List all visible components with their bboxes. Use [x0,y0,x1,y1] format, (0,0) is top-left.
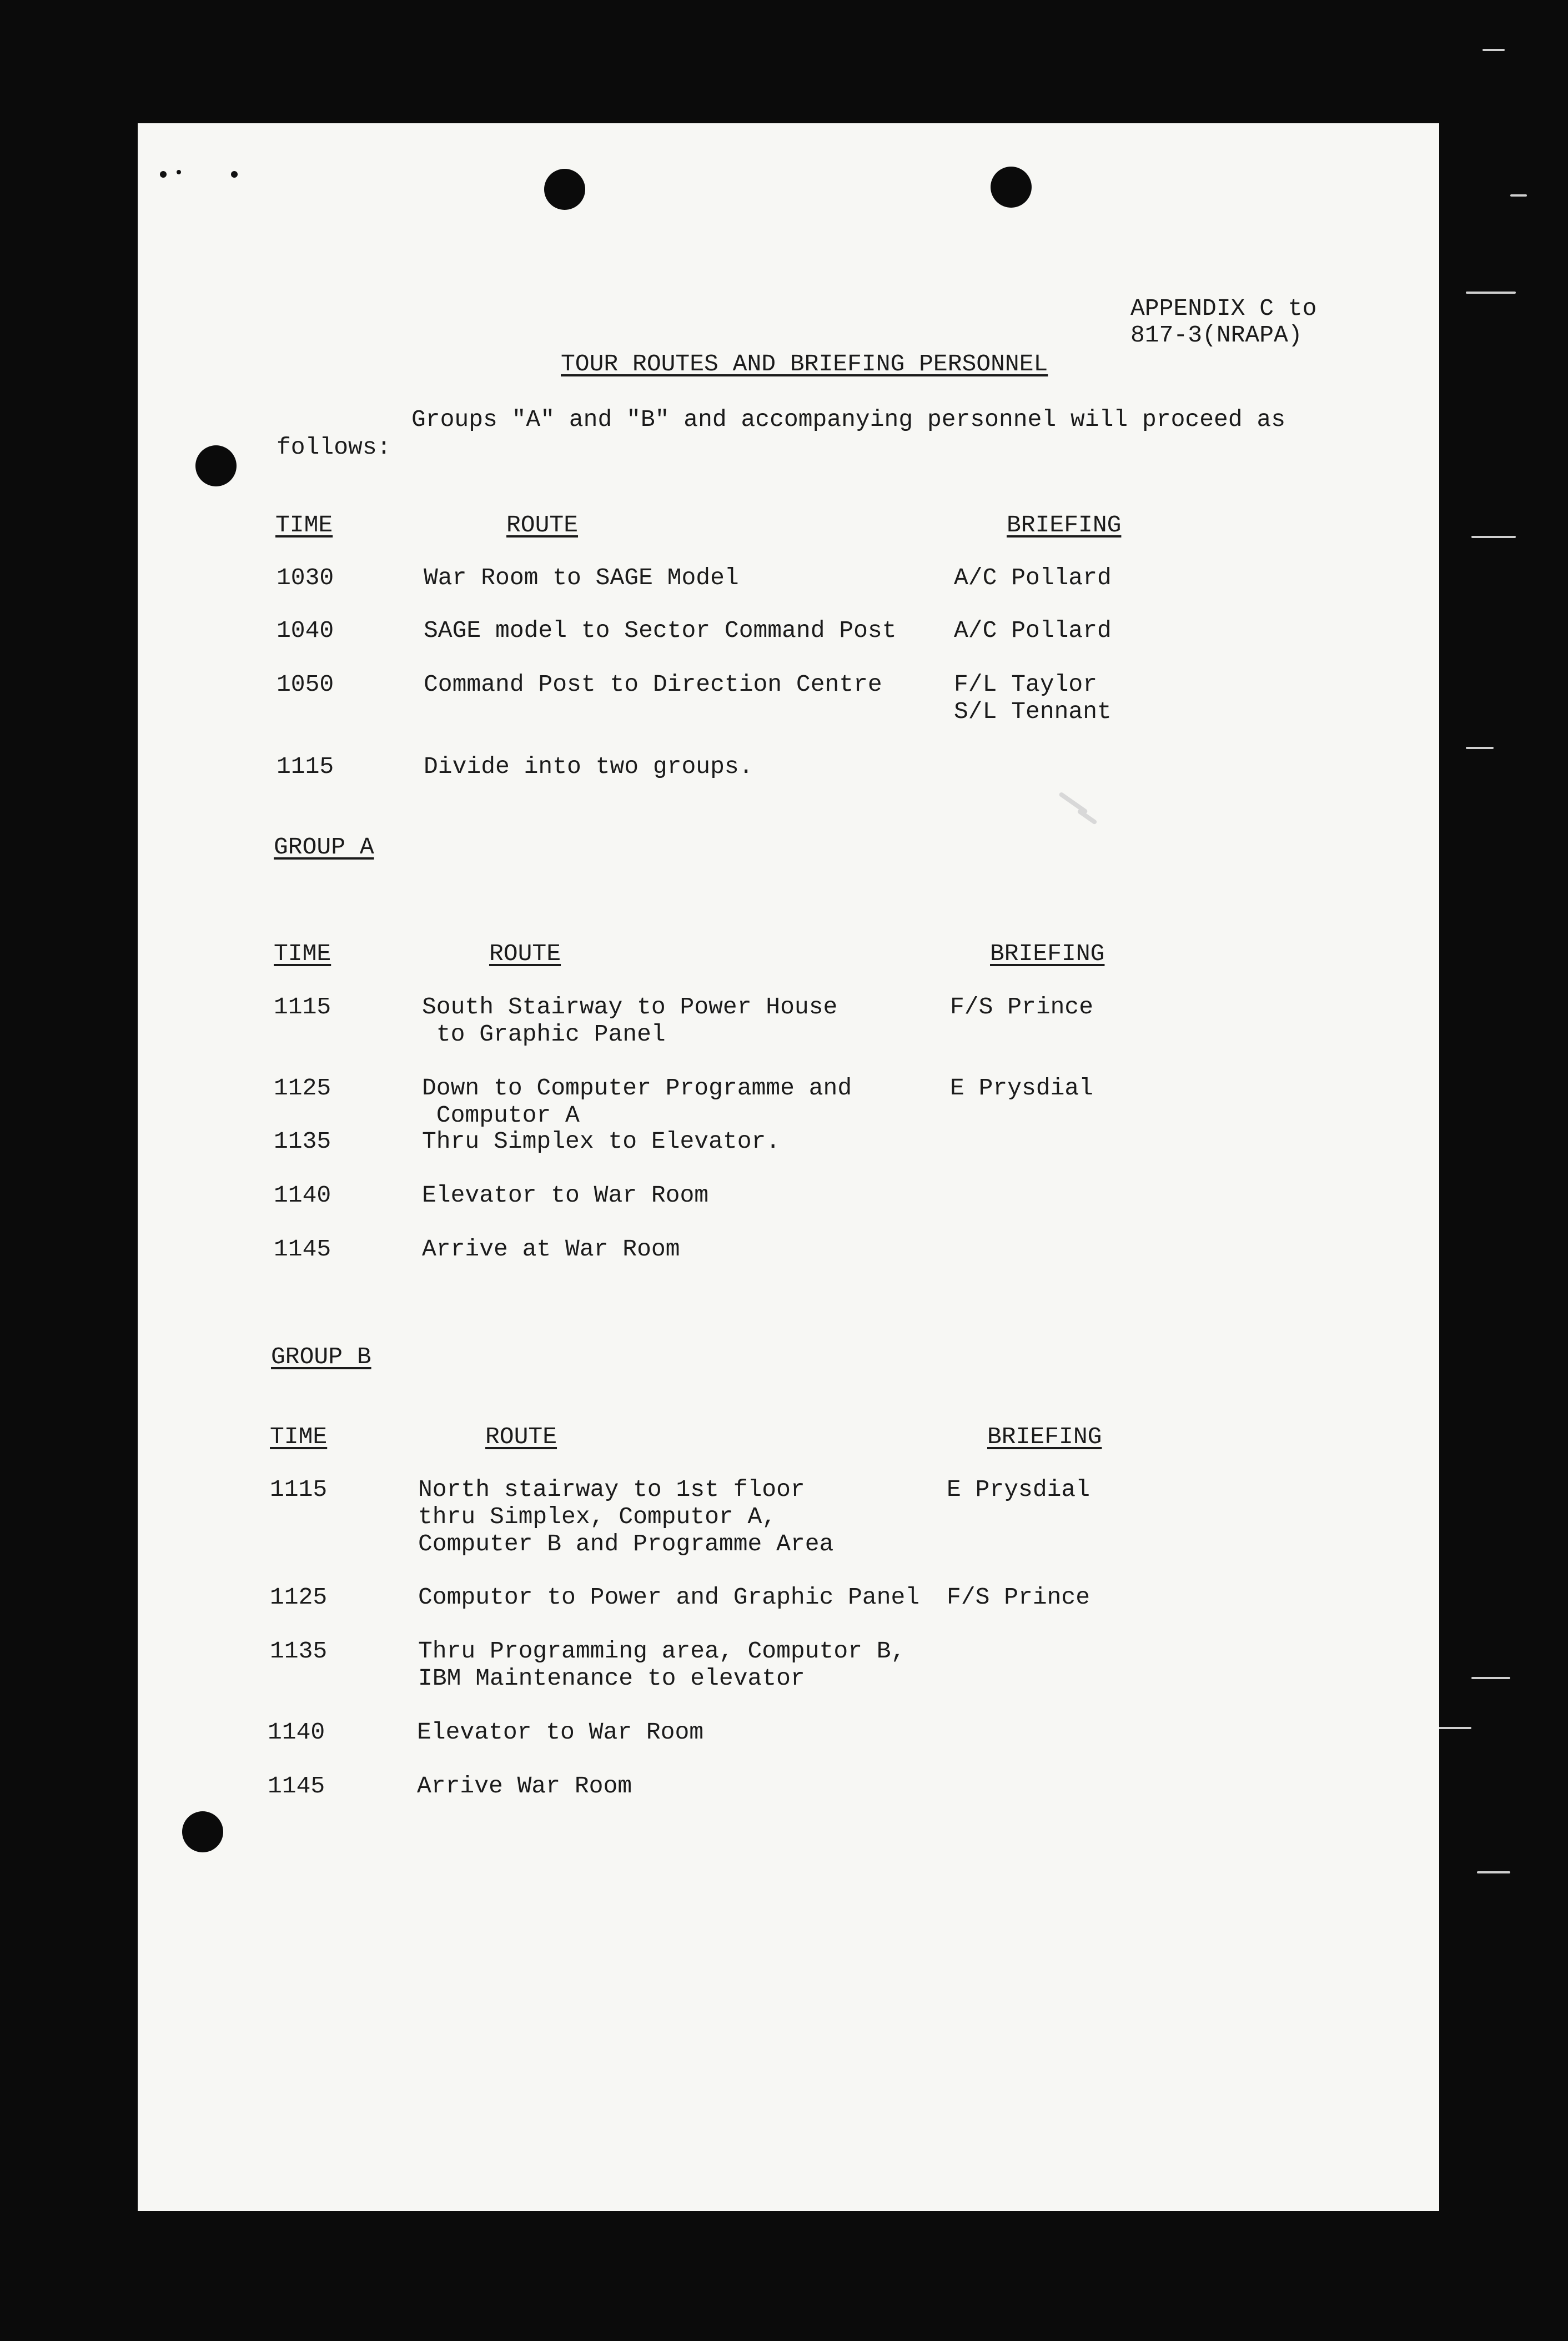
punch-hole [182,1811,223,1852]
group-a-row-time: 1145 [274,1235,331,1263]
group-b-row-route-line2: thru Simplex, Computor A, [418,1503,777,1530]
punch-hole [195,445,237,486]
group-a-row-briefing: E Prysdial [950,1074,1094,1102]
group-a-row-route: Thru Simplex to Elevator. [422,1128,781,1155]
ink-speck [177,170,181,174]
main-row-route: Command Post to Direction Centre [424,671,882,698]
main-row-time: 1030 [277,564,334,591]
group-b-row-route-line3: Computer B and Programme Area [418,1530,834,1558]
group-a-header-route: ROUTE [489,940,561,967]
main-row-route: War Room to SAGE Model [424,564,739,591]
appendix-reference-line2: 817-3(NRAPA) [1130,321,1303,349]
group-a-row-time: 1135 [274,1128,331,1155]
ink-speck [231,171,238,178]
group-b-row-route: Arrive War Room [417,1772,632,1800]
paper-smudge [1058,792,1088,815]
group-b-row-time: 1115 [270,1476,328,1503]
punch-hole [991,167,1032,208]
main-row-time: 1115 [277,753,334,780]
group-a-row-briefing: F/S Prince [950,993,1094,1021]
group-a-row-route-line2: to Graphic Panel [422,1021,666,1048]
group-b-header-briefing: BRIEFING [987,1423,1102,1450]
main-row-briefing-line2: S/L Tennant [954,698,1112,725]
group-b-header-route: ROUTE [485,1423,557,1450]
group-a-row-time: 1125 [274,1074,331,1102]
group-b-row-briefing: E Prysdial [947,1476,1090,1503]
group-b-row-time: 1140 [268,1719,325,1746]
document-page [138,123,1439,2211]
group-a-row-route: South Stairway to Power House [422,993,838,1021]
main-row-briefing: A/C Pollard [954,617,1112,644]
main-row-briefing: F/L Taylor [954,671,1098,698]
film-edge-mark [1466,747,1494,749]
film-edge-mark [1510,194,1527,197]
main-row-route: Divide into two groups. [424,753,753,780]
film-edge-mark [1477,1871,1510,1873]
film-edge-mark [1471,536,1516,538]
group-b-row-time: 1145 [268,1772,325,1800]
appendix-reference-line1: APPENDIX C to [1130,295,1317,322]
group-a-label: GROUP A [274,833,374,861]
group-a-row-route-line2: Computor A [422,1102,580,1129]
main-row-route: SAGE model to Sector Command Post [424,617,897,644]
main-row-briefing: A/C Pollard [954,564,1112,591]
group-a-header-briefing: BRIEFING [990,940,1105,967]
main-row-time: 1050 [277,671,334,698]
group-b-row-route: Computor to Power and Graphic Panel [418,1584,920,1611]
ink-speck [160,171,167,178]
punch-hole [544,169,585,210]
group-a-row-route: Arrive at War Room [422,1235,680,1263]
film-edge-mark [1471,1677,1510,1679]
group-b-row-briefing: F/S Prince [947,1584,1090,1611]
group-b-row-time: 1125 [270,1584,328,1611]
group-b-row-route-line2: IBM Maintenance to elevator [418,1665,805,1692]
group-a-header-time: TIME [274,940,331,967]
intro-line2: follows: [277,434,391,461]
group-b-row-route: Elevator to War Room [417,1719,704,1746]
group-a-row-route: Elevator to War Room [422,1182,709,1209]
group-b-row-route: North stairway to 1st floor [418,1476,805,1503]
group-a-row-time: 1140 [274,1182,331,1209]
document-title: TOUR ROUTES AND BRIEFING PERSONNEL [561,350,1048,378]
group-a-row-route: Down to Computer Programme and [422,1074,852,1102]
film-edge-mark [1466,292,1516,294]
film-edge-mark [1482,49,1505,51]
header-briefing: BRIEFING [1007,511,1122,539]
header-route: ROUTE [506,511,579,539]
main-row-time: 1040 [277,617,334,644]
group-b-header-time: TIME [270,1423,328,1450]
intro-line1: Groups "A" and "B" and accompanying personnel will proceed as [411,406,1286,433]
group-b-row-time: 1135 [270,1637,328,1665]
group-b-label: GROUP B [271,1343,371,1370]
group-a-row-time: 1115 [274,993,331,1021]
header-time: TIME [275,511,333,539]
group-b-row-route: Thru Programming area, Computor B, [418,1637,906,1665]
